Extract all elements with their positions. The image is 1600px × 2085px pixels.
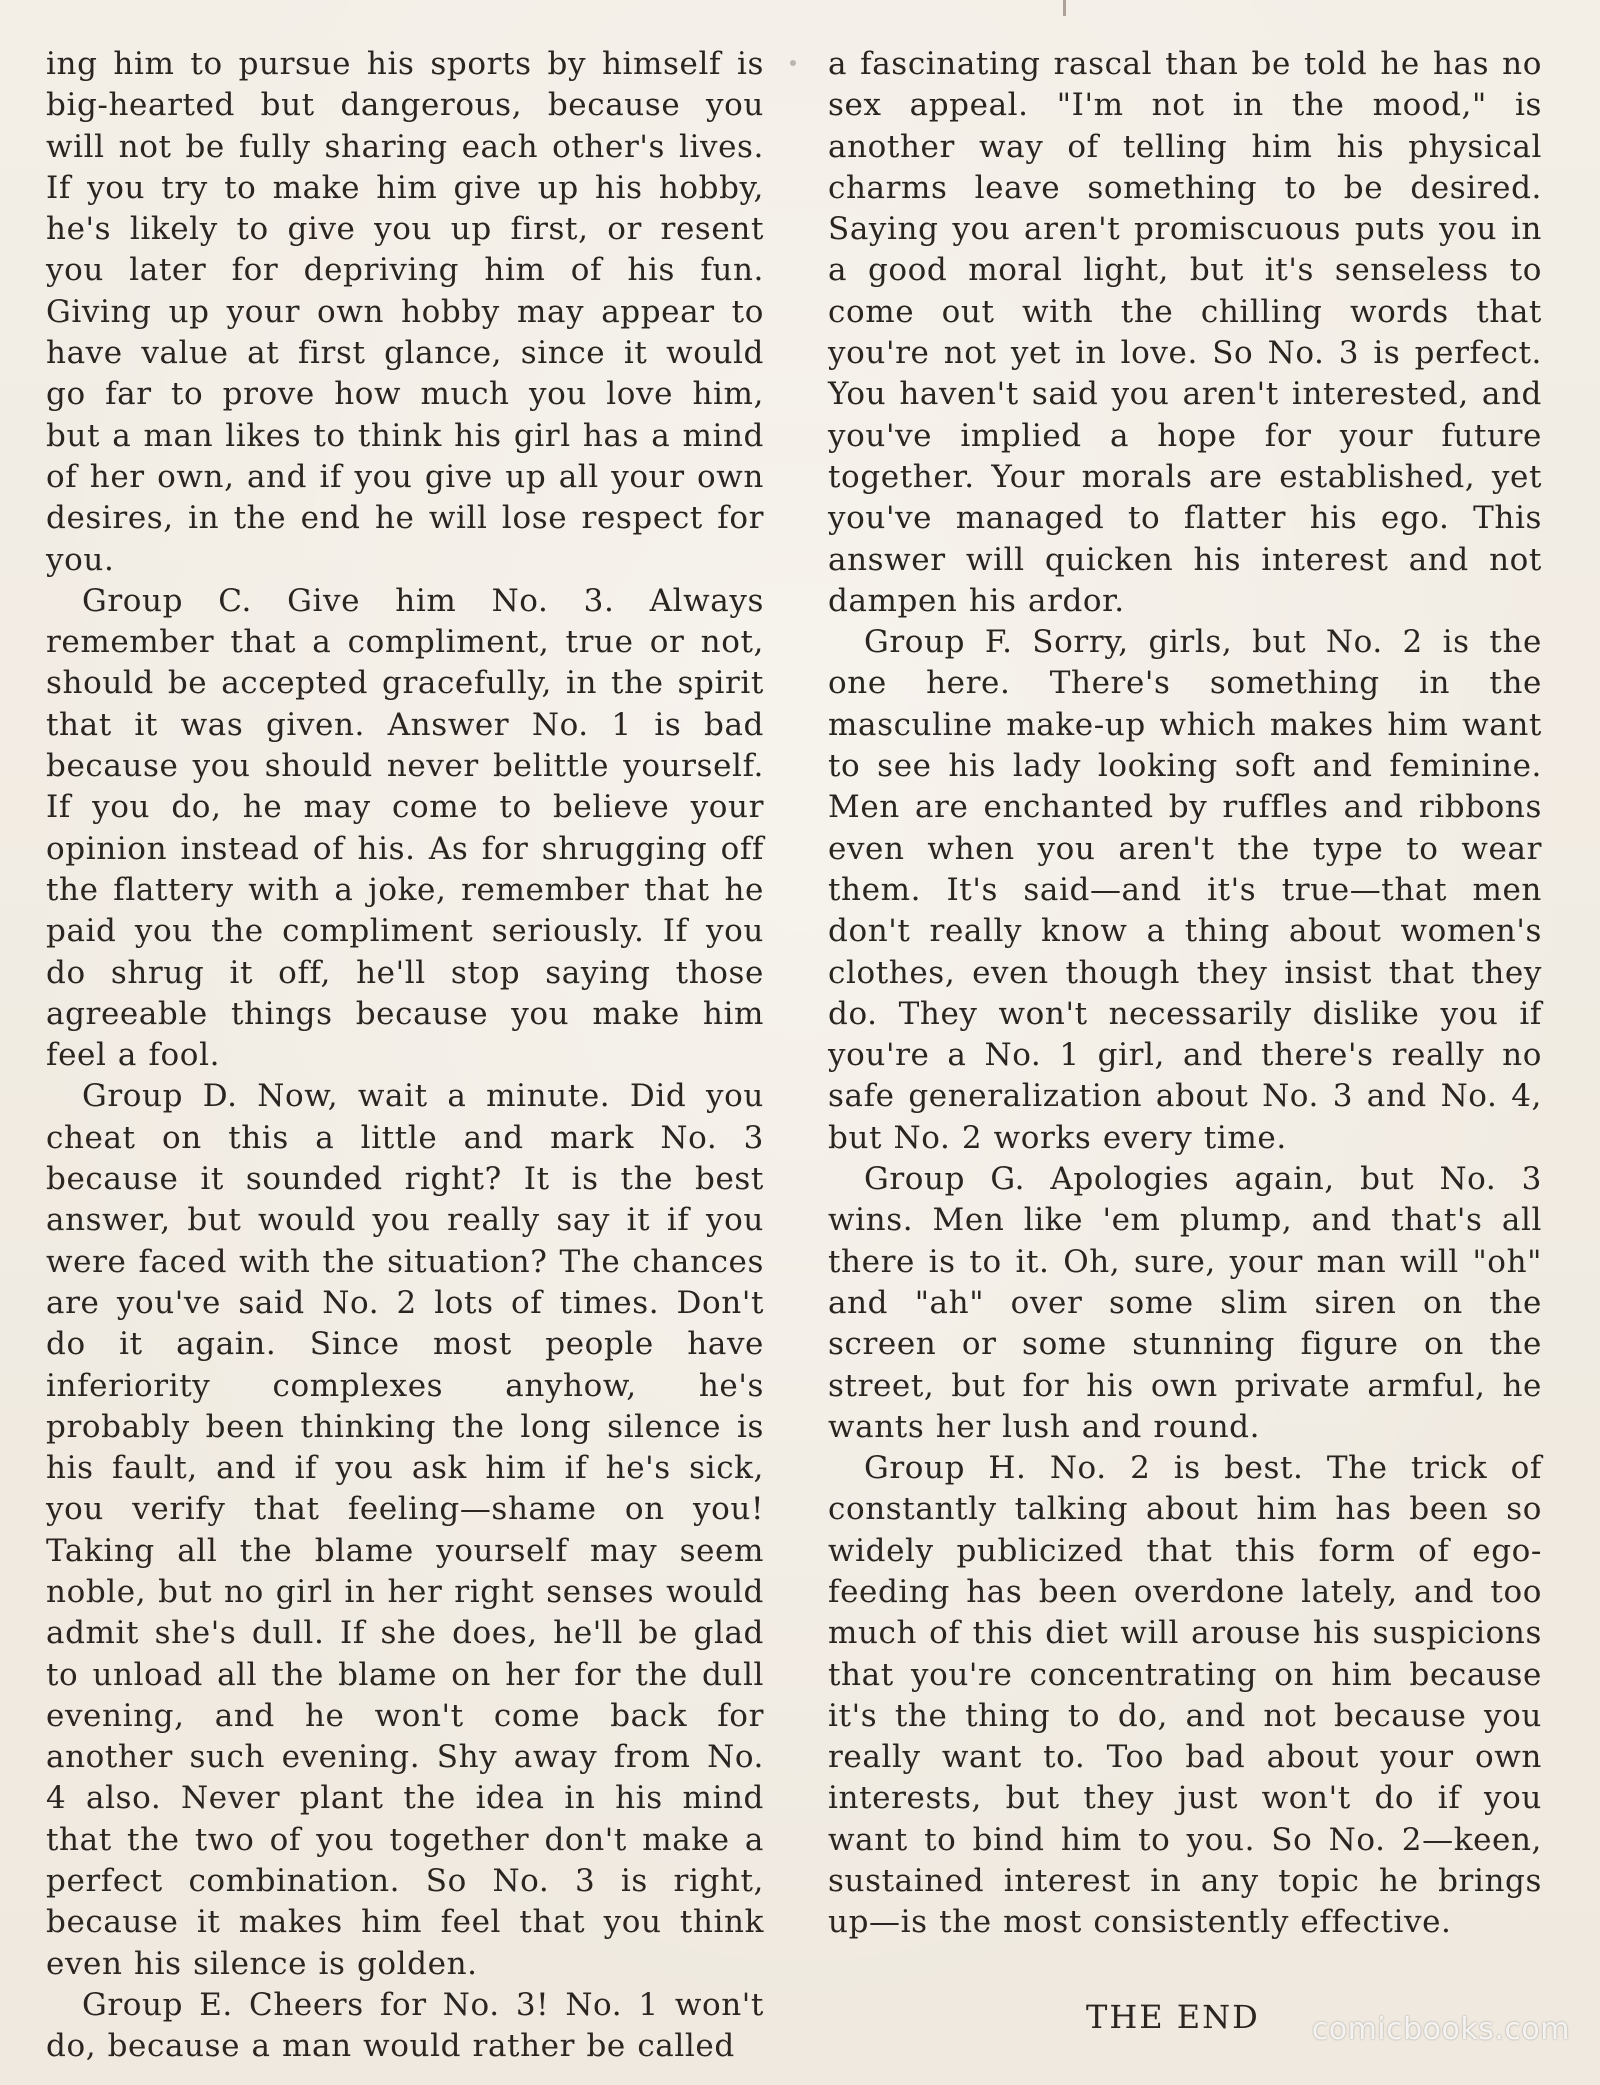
right-column (828, 44, 1542, 1944)
right-paragraph-1: a fascinating rascal than be told he has no sex appeal. "I'm not in the mood," is another way of telling him his physical charms leave something to be desired. Saying you aren't promiscuous puts you in a good moral light, but it's senseless to come out with the chilling words that you're not yet in love. So No. 3 is perfect. You haven't said you aren't interested, and you've implied a hope for your future together. Your morals are established, yet you've managed to flatter his ego. This answer will quicken his interest and not dampen his ardor. (828, 46, 1542, 619)
left-column (46, 44, 764, 2068)
group-f-paragraph: Group F. Sorry, girls, but No. 2 is the one here. There's something in the masculine make-up which makes him want to see his lady looking soft and feminine. Men are enchanted by ruffles and ribbons even when you aren't the type to wear them. It's said—and it's true—that men don't really know a thing about women's clothes, even though they insist that they do. They won't necessarily dislike you if you're a No. 1 girl, and there's really no safe generalization about No. 3 and No. 4, but No. 2 works every time. (828, 624, 1542, 1156)
group-e-paragraph: Group E. Cheers for No. 3! No. 1 won't do, because a man would rather be called (46, 1986, 764, 2065)
the-end-label: THE END (1086, 1998, 1260, 2036)
gutter-mark (790, 60, 796, 66)
group-d-paragraph: Group D. Now, wait a minute. Did you cheat on this a little and mark No. 3 because it sounded right? It is the best answer, but would you really say it if you were faced with the situation? The chances are you've said No. 2 lots of times. Don't do it again. Since most people have inferiority complexes anyhow, he's probably been thinking the long silence is his fault, and if you ask him if he's sick, you verify that feeling—shame on you! Taking all the blame yourself may seem noble, but no girl in her right senses would admit she's dull. If she does, he'll be glad to unload all the blame on her for the dull evening, and he won't come back for another such evening. Shy away from No. 4 also. Never plant the idea in his mind that the two of you together don't make a perfect combination. So No. 3 is right, because it makes him feel that you think even his silence is golden. (46, 1078, 764, 1982)
group-g-paragraph: Group G. Apologies again, but No. 3 wins. Men like 'em plump, and that's all there is to it. Oh, sure, your man will "oh" and "ah" over some slim siren on the screen or some stunning figure on the street, but for his own private armful, he wants her lush and round. (828, 1161, 1542, 1445)
top-edge-mark (1063, 0, 1066, 16)
group-c-paragraph: Group C. Give him No. 3. Always remember that a compliment, true or not, should be accepted gracefully, in the spirit that it was given. Answer No. 1 is bad because you should never belittle yourself. If you do, he may come to believe your opinion instead of his. As for shrugging off the flattery with a joke, remember that he paid you the compliment seriously. If you do shrug it off, he'll stop saying those agreeable things because you make him feel a fool. (46, 582, 764, 1074)
group-h-paragraph: Group H. No. 2 is best. The trick of constantly talking about him has been so widely publicized that this form of ego-feeding has been overdone lately, and too much of this diet will arouse his suspicions that you're concentrating on him because it's the thing to do, and not because you really want to. Too bad about your own interests, but they just won't do if you want to bind him to you. So No. 2—keen, sustained interest in any topic he brings up—is the most consistently effective. (828, 1450, 1542, 1941)
site-watermark: comicbooks.com (1311, 2012, 1570, 2047)
left-paragraph-1: ing him to pursue his sports by himself is big-hearted but dangerous, because you will not be fully sharing each other's lives. If you try to make him give up his hobby, he's likely to give you up first, or resent you later for depriving him of his fun. Giving up your own hobby may appear to have value at first glance, since it would go far to prove how much you love him, but a man likes to think his girl has a mind of her own, and if you give up all your own desires, in the end he will lose respect for you. (46, 46, 764, 578)
